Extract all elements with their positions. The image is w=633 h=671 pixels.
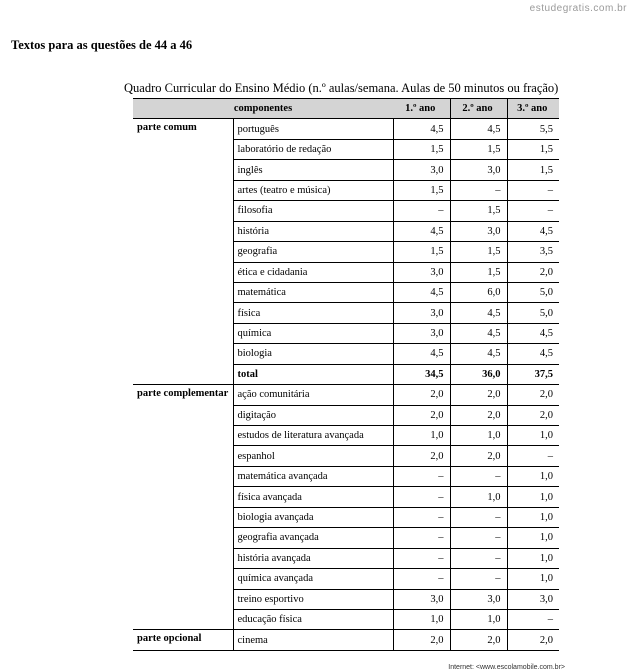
hours-year-3: 5,0 <box>507 303 559 323</box>
component-name: história <box>233 221 393 241</box>
hours-year-3: 4,5 <box>507 323 559 343</box>
hours-year-3: 1,0 <box>507 548 559 568</box>
hours-year-1: 1,0 <box>393 426 450 446</box>
header-year-1: 1.º ano <box>393 99 450 119</box>
group-label: parte complementar <box>133 385 233 630</box>
component-name: história avançada <box>233 548 393 568</box>
component-name: matemática avançada <box>233 466 393 486</box>
hours-year-2: 1,5 <box>450 262 507 282</box>
hours-year-3: 2,0 <box>507 385 559 405</box>
hours-year-1: 1,5 <box>393 242 450 262</box>
component-name: total <box>233 364 393 384</box>
hours-year-1: 34,5 <box>393 364 450 384</box>
component-name: cinema <box>233 630 393 650</box>
hours-year-1: 2,0 <box>393 446 450 466</box>
hours-year-1: 3,0 <box>393 303 450 323</box>
hours-year-1: – <box>393 548 450 568</box>
hours-year-2: – <box>450 466 507 486</box>
component-name: espanhol <box>233 446 393 466</box>
section-heading: Textos para as questões de 44 a 46 <box>11 38 193 52</box>
table-header-row <box>133 99 559 119</box>
hours-year-3: 1,0 <box>507 426 559 446</box>
hours-year-1: 3,0 <box>393 589 450 609</box>
group-label: parte comum <box>133 119 233 385</box>
component-name: geografia <box>233 242 393 262</box>
component-name: química avançada <box>233 569 393 589</box>
hours-year-1: 3,0 <box>393 323 450 343</box>
hours-year-2: – <box>450 528 507 548</box>
hours-year-1: 4,5 <box>393 282 450 302</box>
hours-year-1: – <box>393 487 450 507</box>
hours-year-1: 4,5 <box>393 119 450 139</box>
hours-year-2: 1,5 <box>450 139 507 159</box>
hours-year-1: 1,5 <box>393 180 450 200</box>
hours-year-2: 1,0 <box>450 426 507 446</box>
component-name: filosofia <box>233 201 393 221</box>
hours-year-1: 4,5 <box>393 221 450 241</box>
hours-year-3: 5,0 <box>507 282 559 302</box>
component-name: inglês <box>233 160 393 180</box>
hours-year-1: – <box>393 507 450 527</box>
component-name: laboratório de redação <box>233 139 393 159</box>
hours-year-2: – <box>450 569 507 589</box>
table-caption: Quadro Curricular do Ensino Médio (n.º aulas/semana. Aulas de 50 minutos ou fração) <box>124 81 559 95</box>
hours-year-1: – <box>393 466 450 486</box>
component-name: português <box>233 119 393 139</box>
hours-year-2: 2,0 <box>450 405 507 425</box>
hours-year-3: 1,5 <box>507 160 559 180</box>
hours-year-2: 3,0 <box>450 160 507 180</box>
table-row <box>133 385 559 405</box>
hours-year-3: – <box>507 609 559 629</box>
hours-year-3: – <box>507 180 559 200</box>
hours-year-1: 4,5 <box>393 344 450 364</box>
hours-year-1: – <box>393 569 450 589</box>
component-name: matemática <box>233 282 393 302</box>
hours-year-3: 2,0 <box>507 405 559 425</box>
component-name: ação comunitária <box>233 385 393 405</box>
hours-year-3: – <box>507 201 559 221</box>
hours-year-3: 1,0 <box>507 528 559 548</box>
hours-year-2: 4,5 <box>450 303 507 323</box>
hours-year-2: 4,5 <box>450 119 507 139</box>
source-note: Internet: <www.escolamobile.com.br> <box>448 664 565 671</box>
hours-year-3: 4,5 <box>507 221 559 241</box>
hours-year-3: – <box>507 446 559 466</box>
curriculum-table <box>133 98 559 651</box>
component-name: biologia <box>233 344 393 364</box>
watermark: estudegratis.com.br <box>529 3 627 14</box>
hours-year-2: 6,0 <box>450 282 507 302</box>
hours-year-2: 1,5 <box>450 242 507 262</box>
hours-year-2: 2,0 <box>450 446 507 466</box>
hours-year-2: 36,0 <box>450 364 507 384</box>
hours-year-1: – <box>393 201 450 221</box>
hours-year-3: 1,0 <box>507 569 559 589</box>
hours-year-3: 3,0 <box>507 589 559 609</box>
component-name: estudos de literatura avançada <box>233 426 393 446</box>
table-body <box>133 119 559 650</box>
hours-year-2: 3,0 <box>450 589 507 609</box>
group-label: parte opcional <box>133 630 233 650</box>
header-componentes: componentes <box>133 99 393 119</box>
hours-year-1: 2,0 <box>393 405 450 425</box>
component-name: ética e cidadania <box>233 262 393 282</box>
hours-year-3: 1,0 <box>507 466 559 486</box>
hours-year-1: 1,0 <box>393 609 450 629</box>
hours-year-3: 2,0 <box>507 630 559 650</box>
hours-year-2: – <box>450 180 507 200</box>
hours-year-3: 3,5 <box>507 242 559 262</box>
table-row <box>133 630 559 650</box>
hours-year-3: 1,5 <box>507 139 559 159</box>
hours-year-3: 1,0 <box>507 487 559 507</box>
component-name: biologia avançada <box>233 507 393 527</box>
hours-year-2: 1,5 <box>450 201 507 221</box>
hours-year-3: 1,0 <box>507 507 559 527</box>
component-name: física <box>233 303 393 323</box>
hours-year-1: 3,0 <box>393 262 450 282</box>
component-name: física avançada <box>233 487 393 507</box>
component-name: treino esportivo <box>233 589 393 609</box>
hours-year-2: 2,0 <box>450 630 507 650</box>
component-name: educação física <box>233 609 393 629</box>
hours-year-3: 5,5 <box>507 119 559 139</box>
hours-year-2: 4,5 <box>450 323 507 343</box>
hours-year-2: 4,5 <box>450 344 507 364</box>
hours-year-1: 2,0 <box>393 630 450 650</box>
header-year-2: 2.º ano <box>450 99 507 119</box>
hours-year-3: 4,5 <box>507 344 559 364</box>
component-name: geografia avançada <box>233 528 393 548</box>
hours-year-2: – <box>450 507 507 527</box>
header-year-3: 3.º ano <box>507 99 559 119</box>
hours-year-1: 3,0 <box>393 160 450 180</box>
hours-year-2: 1,0 <box>450 487 507 507</box>
component-name: artes (teatro e música) <box>233 180 393 200</box>
hours-year-3: 2,0 <box>507 262 559 282</box>
table-row <box>133 119 559 139</box>
hours-year-1: – <box>393 528 450 548</box>
hours-year-2: 3,0 <box>450 221 507 241</box>
hours-year-3: 37,5 <box>507 364 559 384</box>
component-name: digitação <box>233 405 393 425</box>
hours-year-1: 2,0 <box>393 385 450 405</box>
hours-year-1: 1,5 <box>393 139 450 159</box>
hours-year-2: 1,0 <box>450 609 507 629</box>
hours-year-2: 2,0 <box>450 385 507 405</box>
hours-year-2: – <box>450 548 507 568</box>
component-name: química <box>233 323 393 343</box>
